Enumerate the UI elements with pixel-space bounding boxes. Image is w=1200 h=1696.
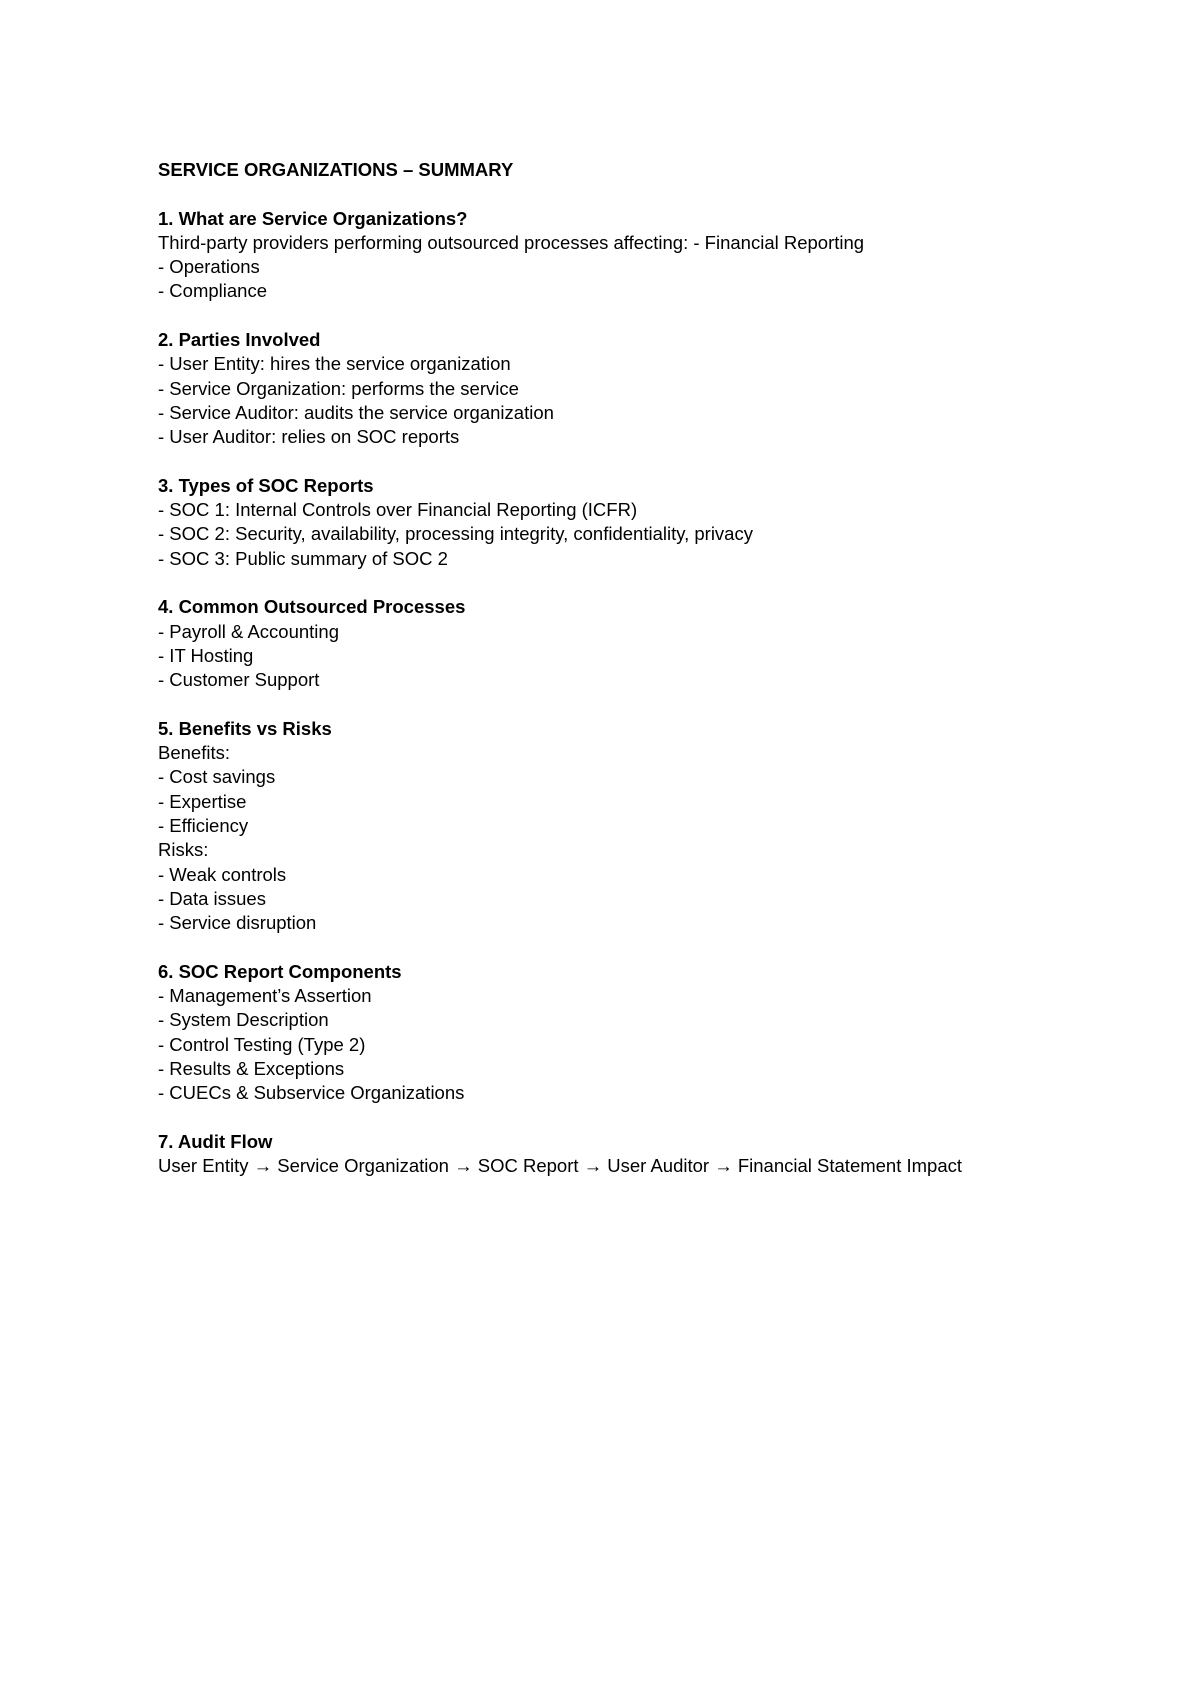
section-line: Risks:: [158, 839, 209, 861]
section-line: - Service disruption: [158, 912, 317, 934]
section-line: - Customer Support: [158, 669, 320, 691]
section-line: - User Entity: hires the service organization: [158, 353, 511, 375]
spacer: [158, 936, 1118, 960]
section-line: - Cost savings: [158, 766, 276, 788]
section-line: - Efficiency: [158, 815, 249, 837]
document-page: [158, 158, 1118, 1178]
section-heading: 3. Types of SOC Reports: [158, 474, 374, 496]
section-line: - SOC 2: Security, availability, processing integrity, confidentiality, privacy: [158, 523, 753, 545]
section-heading: 4. Common Outsourced Processes: [158, 596, 466, 618]
section-heading: 7. Audit Flow: [158, 1130, 273, 1152]
section-line: - User Auditor: relies on SOC reports: [158, 426, 460, 448]
section-line: - Expertise: [158, 790, 247, 812]
section-line: - Compliance: [158, 280, 267, 302]
section-heading: 6. SOC Report Components: [158, 960, 402, 982]
spacer: [158, 182, 1118, 206]
section-line: - Service Auditor: audits the service organization: [158, 401, 554, 423]
section-line: - Management’s Assertion: [158, 985, 372, 1007]
section-heading: 5. Benefits vs Risks: [158, 717, 332, 739]
spacer: [158, 571, 1118, 595]
section-line: - Results & Exceptions: [158, 1057, 345, 1079]
section-line: - Control Testing (Type 2): [158, 1033, 366, 1055]
section-line: - Payroll & Accounting: [158, 620, 339, 642]
section-line: - Operations: [158, 256, 260, 278]
section-line: Benefits:: [158, 742, 230, 764]
section-line: - IT Hosting: [158, 644, 254, 666]
section-line: - SOC 3: Public summary of SOC 2: [158, 547, 448, 569]
section-line: - Data issues: [158, 887, 266, 909]
section-line: - SOC 1: Internal Controls over Financial Reporting (ICFR): [158, 499, 638, 521]
spacer: [158, 1106, 1118, 1130]
document-title: SERVICE ORGANIZATIONS – SUMMARY: [158, 159, 514, 180]
spacer: [158, 304, 1118, 328]
spacer: [158, 693, 1118, 717]
section-line: - Service Organization: performs the service: [158, 377, 519, 399]
section-line: - CUECs & Subservice Organizations: [158, 1082, 465, 1104]
section-line: - System Description: [158, 1009, 329, 1031]
section-heading: 1. What are Service Organizations?: [158, 207, 468, 229]
audit-flow-line: User Entity → Service Organization → SOC Report → User Auditor → Financial Statement Impact: [158, 1155, 963, 1177]
spacer: [158, 450, 1118, 474]
section-line: - Weak controls: [158, 863, 287, 885]
section-line: Third-party providers performing outsourced processes affecting: - Financial Reporting: [158, 231, 865, 253]
section-heading: 2. Parties Involved: [158, 329, 321, 351]
